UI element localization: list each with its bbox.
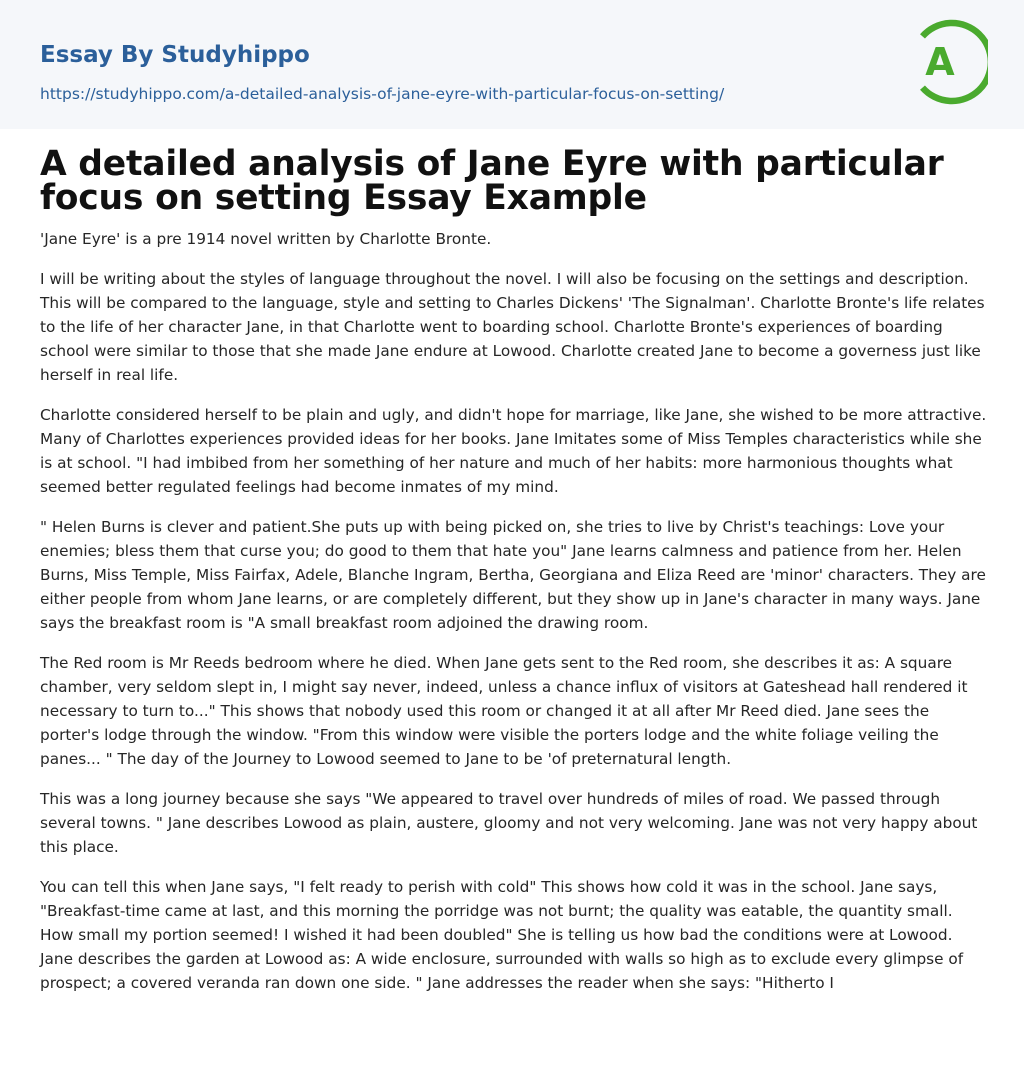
essay-url-link[interactable]: https://studyhippo.com/a-detailed-analysis-of-jane-eyre-with-particular-focus-on-setting/ [40, 85, 725, 103]
page-title: A detailed analysis of Jane Eyre with particular focus on setting Essay Example [40, 144, 944, 218]
circle-a-logo-icon[interactable] [910, 18, 988, 106]
site-brand[interactable]: Essay By Studyhippo [40, 42, 310, 68]
article-paragraph: " Helen Burns is clever and patient.She puts up with being picked on, she tries to live by Christ's teachings: Love your enemies; bless them that curse you; do good to them that hate you" Jane learns calmness and patience from her. Helen Burns, Miss Temple, Miss Fairfax, Adele, Blanche Ingram, Bertha, Georgiana and Eliza Reed are 'minor' characters. They are either people from whom Jane learns, or are completely different, but they show up in Jane's character in many ways. Jane says the breakfast room is "A small breakfast room adjoined the drawing room. [40, 518, 986, 632]
article-paragraph: This was a long journey because she says "We appeared to travel over hundreds of miles of road. We passed through several towns. " Jane describes Lowood as plain, austere, gloomy and not very welcoming. Jane was not very happy about this place. [40, 790, 978, 856]
site-header [0, 0, 1024, 129]
article-paragraph: I will be writing about the styles of language throughout the novel. I will also be focusing on the settings and description. This will be compared to the language, style and setting to Charles Dickens' 'The Signalman'. Charlotte Bronte's life relates to the life of her character Jane, in that Charlotte went to boarding school. Charlotte Bronte's experiences of boarding school were similar to those that she made Jane endure at Lowood. Charlotte created Jane to become a governess just like herself in real life. [40, 270, 985, 384]
logo-letter: A [925, 40, 955, 84]
article-paragraph: 'Jane Eyre' is a pre 1914 novel written by Charlotte Bronte. [40, 230, 492, 248]
article-paragraph: Charlotte considered herself to be plain and ugly, and didn't hope for marriage, like Jane, she wished to be more attractive. Many of Charlottes experiences provided ideas for her books. Jane Imitates some of Miss Temples characteristics while she is at school. "I had imbibed from her something of her nature and much of her habits: more harmonious thoughts what seemed better regulated feelings had become inmates of my mind. [40, 406, 987, 496]
article-body [40, 144, 990, 1011]
article-paragraph: You can tell this when Jane says, "I felt ready to perish with cold" This shows how cold it was in the school. Jane says, "Breakfast-time came at last, and this morning the porridge was not burnt; the quality was eatable, the quantity small. How small my portion seemed! I wished it had been doubled" She is telling us how bad the conditions were at Lowood. Jane describes the garden at Lowood as: A wide enclosure, surrounded with walls so high as to exclude every glimpse of prospect; a covered veranda ran down one side. " Jane addresses the reader when she says: "Hitherto I [40, 878, 964, 992]
article-paragraph: The Red room is Mr Reeds bedroom where he died. When Jane gets sent to the Red room, she describes it as: A square chamber, very seldom slept in, I might say never, indeed, unless a chance influx of visitors at Gateshead hall rendered it necessary to turn to..." This shows that nobody used this room or changed it at all after Mr Reed died. Jane sees the porter's lodge through the window. "From this window were visible the porters lodge and the white foliage veiling the panes... " The day of the Journey to Lowood seemed to Jane to be 'of preternatural length. [40, 654, 968, 768]
